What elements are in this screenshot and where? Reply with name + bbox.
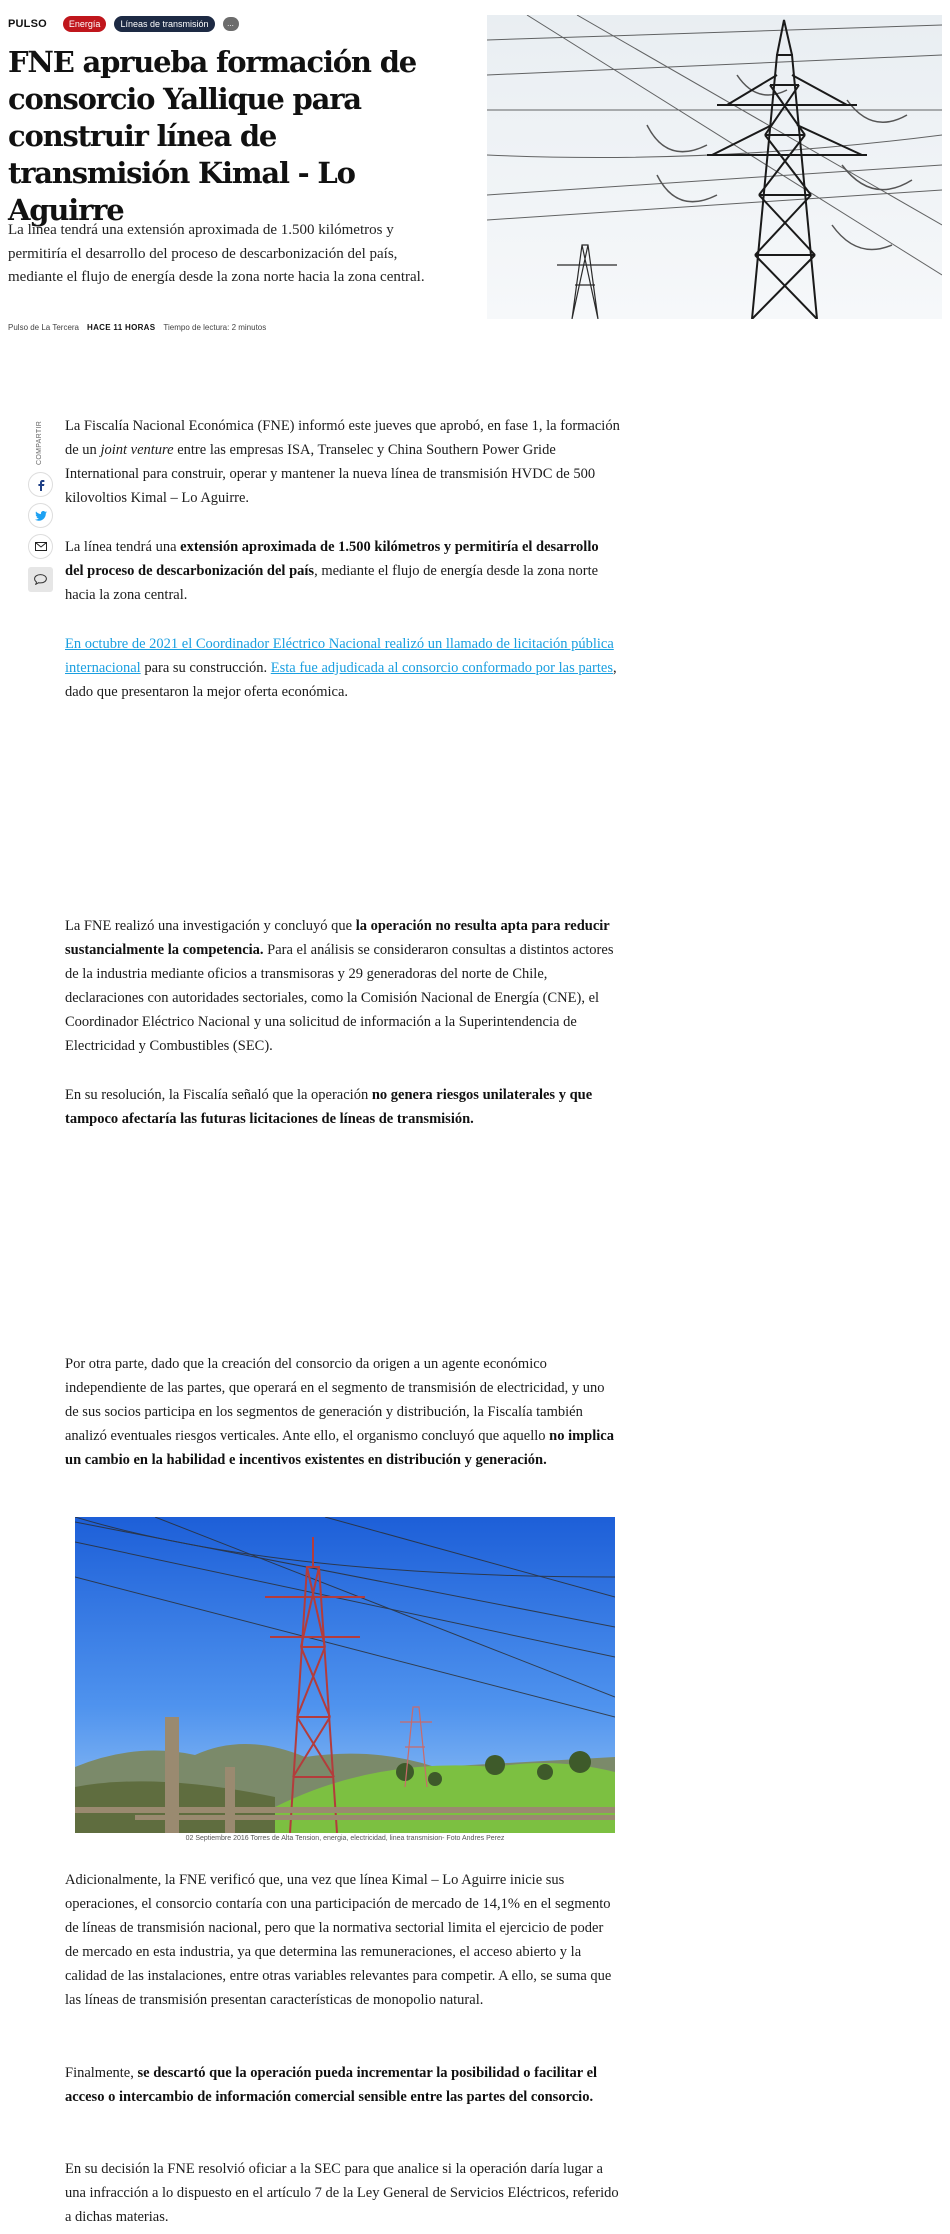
p3-text-a: para su construcción. bbox=[140, 660, 271, 676]
p1-text-a: La Fiscalía Nacional Económica (FNE) informó este jueves que aprobó, en fase 1, la formación de un bbox=[65, 418, 620, 458]
paragraph-2 bbox=[65, 535, 620, 607]
twitter-icon bbox=[35, 511, 47, 521]
more-tags-button[interactable]: ... bbox=[223, 17, 239, 31]
author-name[interactable]: Pulso de La Tercera bbox=[8, 323, 80, 332]
p3-text-b: , dado que presentaron la mejor oferta económica. bbox=[65, 660, 617, 700]
p5-text-a: En su resolución, la Fiscalía señaló que la operación bbox=[65, 1087, 372, 1103]
hero-pylon-illustration bbox=[487, 15, 942, 319]
share-facebook-button[interactable] bbox=[28, 472, 53, 497]
article-title: FNE aprueba formación de consorcio Yallique para construir línea de transmisión Kimal - Lo Aguirre bbox=[8, 45, 417, 227]
tag-lineas-transmision[interactable]: Líneas de transmisión bbox=[114, 16, 214, 32]
p4-text-b: Para el análisis se consideraron consultas a distintos actores de la industria mediante oficios a transmisoras y 29 generadoras del norte de Chile, declaraciones con autoridades sectoriales, como la Comisión Nacional de Energía (CNE), el Coordinador Eléctrico Nacional y una solicitud de información a la Superintendencia de Electricidad y Combustibles (SEC). bbox=[65, 942, 614, 1054]
byline bbox=[8, 323, 266, 332]
p4-text-a: La FNE realizó una investigación y concluyó que bbox=[65, 918, 356, 934]
p6-strong: no implica un cambio en la habilidad e incentivos existentes en distribución y generación. bbox=[65, 1428, 614, 1468]
comments-button[interactable] bbox=[28, 567, 53, 592]
p2-text-b: , mediante el flujo de energía desde la zona norte hacia la zona central. bbox=[65, 563, 599, 603]
p4-strong: la operación no resulta apta para reducir sustancialmente la competencia. bbox=[65, 918, 610, 958]
comment-icon bbox=[34, 574, 47, 585]
article-standfirst: La línea tendrá una extensión aproximada de 1.500 kilómetros y permitiría el desarrollo del proceso de descarbonización del país, mediante el flujo de energía desde la zona norte hacia la zona central. bbox=[8, 222, 425, 285]
share-email-button[interactable] bbox=[28, 534, 53, 559]
hero-image bbox=[487, 15, 942, 319]
paragraph-8 bbox=[65, 2061, 620, 2109]
licitacion-link[interactable]: En octubre de 2021 el Coordinador Eléctrico Nacional realizó un llamado de licitación pública internacional bbox=[65, 636, 614, 676]
reading-time: Tiempo de lectura: 2 minutos bbox=[163, 323, 267, 332]
paragraph-4 bbox=[65, 914, 620, 1058]
article-header bbox=[0, 0, 950, 330]
paragraph-1 bbox=[65, 414, 620, 510]
photo-frame bbox=[75, 1517, 615, 1833]
photo-caption: 02 Septiembre 2016 Torres de Alta Tension, energia, electricidad, linea transmision- Foto Andres Perez bbox=[185, 1835, 505, 1842]
p2-text-a: La línea tendrá una bbox=[65, 539, 181, 555]
p8-strong: se descartó que la operación pueda incrementar la posibilidad o facilitar el acceso o intercambio de información comercial sensible entre las partes del consorcio. bbox=[65, 2065, 598, 2105]
article-photo bbox=[75, 1517, 615, 1842]
facebook-icon bbox=[36, 479, 46, 491]
paragraph-9: En su decisión la FNE resolvió oficiar a la SEC para que analice si la operación daría lugar a una infracción a lo dispuesto en el artículo 7 de la Ley General de Servicios Eléctricos, referido a dichas materias. bbox=[65, 2161, 619, 2225]
publish-time: HACE 11 HORAS bbox=[87, 323, 156, 332]
paragraph-5 bbox=[65, 1083, 620, 1131]
p8-text-a: Finalmente, bbox=[65, 2065, 138, 2081]
paragraph-6 bbox=[65, 1352, 620, 1472]
mail-icon bbox=[35, 542, 47, 551]
p1-text-b: entre las empresas ISA, Transelec y China Southern Power Gride International para construir, operar y mantener la nueva línea de transmisión HVDC de 500 kilovoltios Kimal – Lo Aguirre. bbox=[65, 442, 596, 506]
share-label: COMPARTIR bbox=[36, 420, 43, 465]
p1-emphasis: joint venture bbox=[100, 442, 174, 458]
paragraph-7: Adicionalmente, la FNE verificó que, una vez que línea Kimal – Lo Aguirre inicie sus operaciones, el consorcio contaría con una participación de mercado de 14,1% en el segmento de líneas de transmisión nacional, pero que la normativa sectorial limita el ejercicio de poder de mercado en esta industria, ya que determina las remuneraciones, el acceso abierto y la calidad de las instalaciones, entre otras variables relevantes para competir. A ello, se suma que las líneas de transmisión presentan características de monopolio natural. bbox=[65, 1872, 612, 2008]
section-label[interactable]: PULSO bbox=[8, 18, 47, 30]
paragraph-3 bbox=[65, 632, 620, 704]
p6-text-a: Por otra parte, dado que la creación del consorcio da origen a un agente económico independiente de las partes, que operará en el segmento de transmisión de electricidad, y uno de sus socios participa en los segmentos de generación y distribución, la Fiscalía también analizó eventuales riesgos verticales. Ante ello, el organismo concluyó que aquello bbox=[65, 1356, 605, 1444]
tag-energia[interactable]: Energía bbox=[63, 16, 107, 32]
adjudicacion-link[interactable]: Esta fue adjudicada al consorcio conformado por las partes bbox=[270, 660, 613, 676]
topline bbox=[8, 16, 239, 32]
p2-strong: extensión aproximada de 1.500 kilómetros y permitiría el desarrollo del proceso de descarbonización del país bbox=[65, 539, 599, 579]
p5-strong: no genera riesgos unilaterales y que tampoco afectaría las futuras licitaciones de líneas de transmisión. bbox=[65, 1087, 593, 1127]
share-twitter-button[interactable] bbox=[28, 503, 53, 528]
transmission-tower-photo bbox=[75, 1517, 615, 1833]
